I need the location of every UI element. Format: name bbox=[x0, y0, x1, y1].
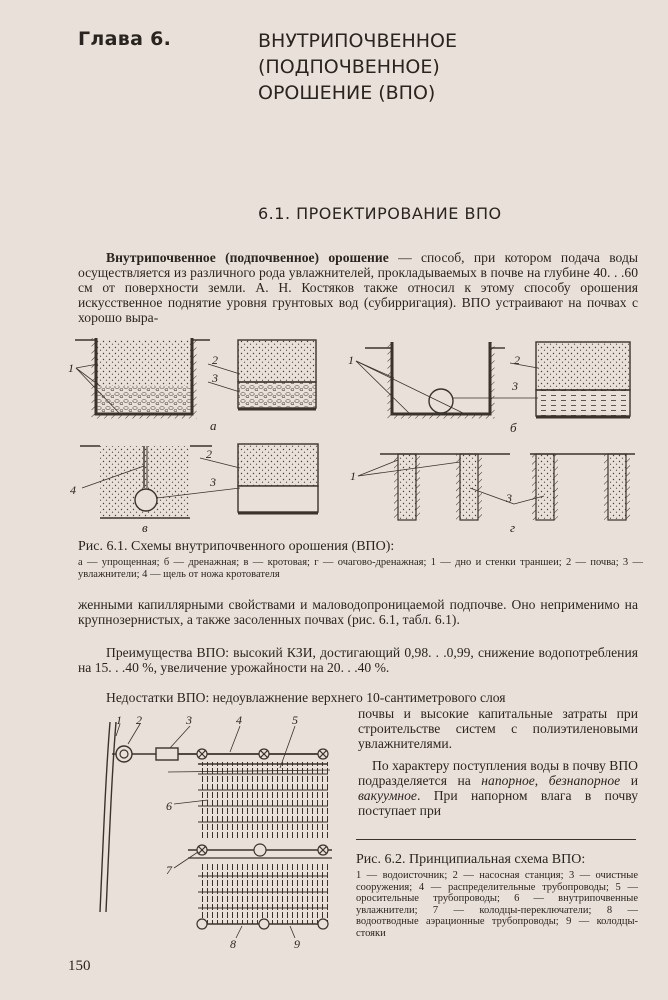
fig1-label-3v: 3 bbox=[210, 475, 216, 489]
fig1-label-1b: 1 bbox=[348, 353, 354, 367]
chapter-label: Глава 6. bbox=[78, 28, 172, 50]
class-pressure: напорное bbox=[481, 773, 535, 788]
classification-suffix: . При напорном влага в почву поступает при bbox=[358, 788, 638, 818]
chapter-title-line: ОРОШЕНИЕ (ВПО) bbox=[258, 82, 436, 104]
fig2-label-5: 5 bbox=[292, 713, 298, 727]
fig1-label-3g: 3 bbox=[506, 491, 512, 505]
water-source bbox=[100, 722, 110, 912]
chapter-title-line: (ПОДПОЧВЕННОЕ) bbox=[258, 56, 440, 78]
intro-paragraph bbox=[78, 250, 638, 325]
continuation-paragraph: женными капиллярными свойствами и маловодопроницаемой подпочве. Оно неприменимо на крупнозернистых, а также засоленных почвах (рис. 6.1, табл. 6.1). bbox=[78, 597, 638, 627]
chapter-title-line: ВНУТРИПОЧВЕННОЕ bbox=[258, 30, 458, 52]
fig1-label-2a: 2 bbox=[212, 353, 218, 367]
fig1-label-3a: 3 bbox=[212, 371, 218, 385]
fig1-label-3b: 3 bbox=[512, 379, 518, 393]
scheme-b bbox=[348, 342, 630, 435]
class-nonpressure: безнапорное bbox=[548, 773, 621, 788]
figure-6-2-legend: 1 — водоисточник; 2 — насосная станция; 3 — очистные сооружения; 4 — распределительные трубопроводы; 5 — оросительные трубопроводы; 6 — внутрипочвенные увлажнители; 7 — колодцы-переключатели; 8 — водоотводные аэрационные трубопроводы; 9 — колодцы-стояки bbox=[356, 870, 638, 939]
chapter-title bbox=[258, 28, 558, 106]
classification-sep: и bbox=[620, 773, 638, 788]
fig2-label-8: 8 bbox=[230, 937, 236, 951]
page-number: 150 bbox=[68, 958, 91, 974]
fig2-label-6: 6 bbox=[166, 799, 172, 813]
disadvantages-end: почвы и высокие капитальные затраты при строительстве систем с полиэтиленовыми увлажнителями. bbox=[358, 706, 638, 751]
fig1-label-4: 4 bbox=[70, 483, 76, 497]
class-vacuum: вакуумное bbox=[358, 788, 417, 803]
advantages-paragraph: Преимущества ВПО: высокий КЗИ, достигающий 0,98. . .0,99, снижение водопотребления на 15. . .40 %, увеличение урожайности на 20. . .40 %. bbox=[78, 645, 638, 675]
figure-6-1-legend: а — упрощенная; б — дренажная; в — кротовая; г — очагово-дренажная; 1 — дно и стенки траншеи; 2 — почва; 3 — увлажнители; 4 — щель от ножа кротователя bbox=[78, 557, 643, 580]
figure-6-2 bbox=[90, 712, 346, 952]
intro-text: — способ, при котором подача воды осуществляется из различного рода увлажнителей, прокладываемых в почве на глубине 40. . .60 см от поверхности земли. А. Н. Костяков также относил к этому способу орошения искусственное поднятие уровня грунтовых вод (субирригация). ВПО устраивают на почвах с хорошо выра- bbox=[78, 250, 638, 325]
scheme-a bbox=[68, 338, 316, 433]
fig1-label-b: б bbox=[510, 420, 517, 435]
fig2-label-2: 2 bbox=[136, 713, 142, 727]
pump-station-icon bbox=[116, 746, 132, 762]
fig1-label-1a: 1 bbox=[68, 361, 74, 375]
caption-divider bbox=[356, 839, 636, 840]
fig1-label-2v: 2 bbox=[206, 447, 212, 461]
classification-sep: , bbox=[534, 773, 549, 788]
figure-6-2-caption: Рис. 6.2. Принципиальная схема ВПО: bbox=[356, 852, 586, 867]
fig2-label-4: 4 bbox=[236, 713, 242, 727]
fig1-label-v: в bbox=[142, 520, 148, 533]
emitter-block-upper bbox=[198, 762, 328, 838]
fig2-label-7: 7 bbox=[166, 863, 172, 877]
fig1-label-a: а bbox=[210, 418, 217, 433]
fig1-label-1g: 1 bbox=[350, 469, 356, 483]
fig2-label-9: 9 bbox=[294, 937, 300, 951]
scheme-v bbox=[70, 444, 318, 533]
emitter-block-lower bbox=[198, 862, 328, 924]
fig1-label-g: г bbox=[510, 520, 516, 533]
disadvantages-start: Недостатки ВПО: недоувлажнение верхнего 10-сантиметрового слоя bbox=[106, 690, 506, 705]
treatment-facility bbox=[156, 748, 178, 760]
figure-6-1-caption: Рис. 6.1. Схемы внутрипочвенного орошения (ВПО): bbox=[78, 539, 395, 554]
scheme-g bbox=[350, 454, 635, 533]
fig1-label-2b: 2 bbox=[514, 353, 520, 367]
intro-term: Внутрипочвенное (подпочвенное) орошение bbox=[106, 250, 389, 265]
figure-6-1 bbox=[60, 328, 650, 533]
classification-paragraph bbox=[358, 758, 638, 818]
classification-prefix: По характеру поступления воды в почву ВПО подразделяется на bbox=[358, 758, 638, 788]
section-title: 6.1. ПРОЕКТИРОВАНИЕ ВПО bbox=[258, 204, 502, 223]
fig2-label-1: 1 bbox=[116, 713, 122, 727]
fig2-label-3: 3 bbox=[186, 713, 192, 727]
